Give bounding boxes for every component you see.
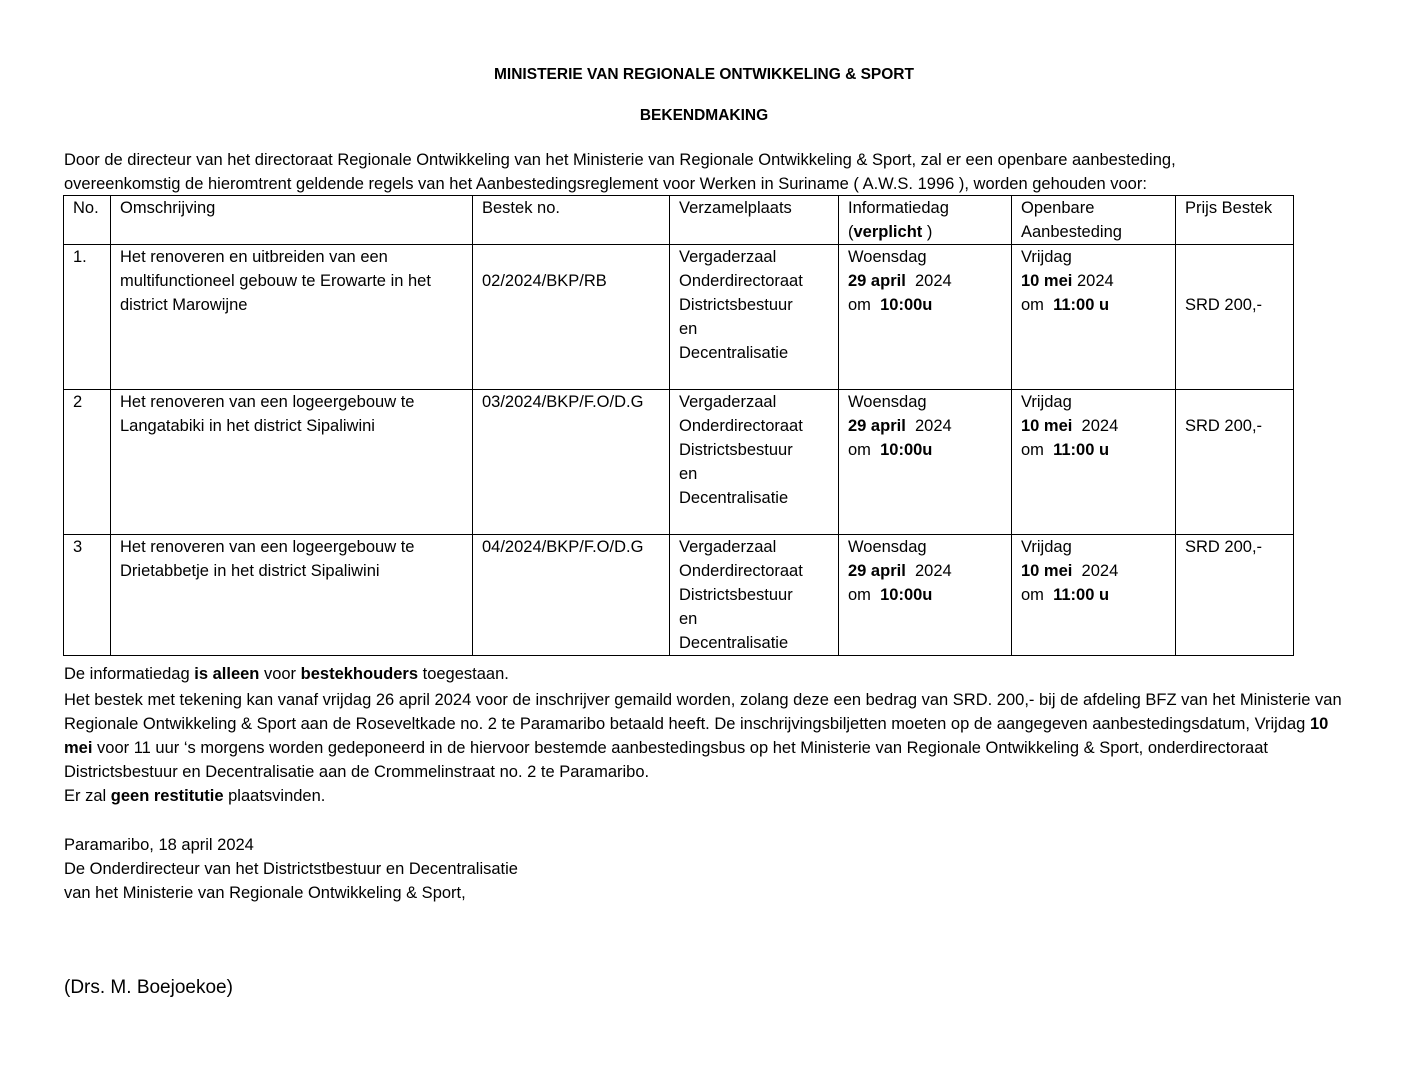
info-om: om <box>848 296 871 314</box>
info-year: 2024 <box>914 417 952 435</box>
aanb-date: 10 mei <box>1021 272 1073 290</box>
closing-place-date: Paramaribo, 18 april 2024 <box>64 836 254 854</box>
info-weekday: Woensdag <box>848 393 927 411</box>
place-line: Vergaderzaal <box>679 538 777 556</box>
info-weekday: Woensdag <box>848 248 927 266</box>
info-om: om <box>848 441 871 459</box>
info-header-paren-close: ) <box>922 223 933 241</box>
info-header-paren-open: ( <box>848 223 854 241</box>
intro-line-2: overeenkomstig de hieromtrent geldende regels van het Aanbestedingsreglement voor Werken in Suriname ( A.W.S. 1996 ), worden gehouden voor: <box>64 175 1147 193</box>
notice-text: plaatsvinden. <box>223 787 326 805</box>
notice-emphasis: is alleen <box>194 665 260 683</box>
info-time: 10:00u <box>880 586 933 604</box>
price-value: SRD 200,- <box>1185 296 1263 314</box>
col-header-omschrijving: Omschrijving <box>111 196 473 245</box>
intro-line-1: Door de directeur van het directoraat Regionale Ontwikkeling van het Ministerie van Regionale Ontwikkeling & Sport, zal er een openbare aanbesteding, <box>64 151 1176 169</box>
place-line: en <box>679 610 698 628</box>
cell-no: 1. <box>64 245 111 390</box>
cell-info-day <box>839 245 1012 390</box>
price-value: SRD 200,- <box>1185 538 1263 556</box>
aanb-weekday: Vrijdag <box>1021 538 1072 556</box>
cell-price <box>1176 245 1294 390</box>
notice-info-day <box>64 662 1354 686</box>
col-header-informatiedag <box>839 196 1012 245</box>
aanb-header-line2: Aanbesteding <box>1021 223 1122 241</box>
cell-info-day <box>839 390 1012 535</box>
place-line: en <box>679 465 698 483</box>
aanb-om: om <box>1021 441 1044 459</box>
cell-no: 3 <box>64 535 111 656</box>
place-line: Vergaderzaal <box>679 393 777 411</box>
notice-text: Er zal <box>64 787 111 805</box>
cell-description: Het renoveren van een logeergebouw te Drietabbetje in het district Sipaliwini <box>111 535 473 656</box>
place-line: Onderdirectoraat <box>679 562 803 580</box>
cell-info-day <box>839 535 1012 656</box>
tender-table <box>63 195 1294 656</box>
document-title: BEKENDMAKING <box>639 107 769 124</box>
notice-emphasis: bestekhouders <box>300 665 419 683</box>
aanb-header-line1: Openbare <box>1021 199 1095 217</box>
place-line: Onderdirectoraat <box>679 417 803 435</box>
notice-text: voor 11 uur ‘s morgens worden gedeponeerd in de hiervoor bestemde aanbestedingsbus op het Ministerie van Regionale Ontwikkeling & Sport, onderdirectoraat Districtsbestuur en Decentralisatie aan de Crommelinstraat no. 2 te Paramaribo. <box>64 739 1268 781</box>
notice-text: toegestaan. <box>418 665 509 683</box>
info-date: 29 april <box>848 562 906 580</box>
cell-place <box>670 535 839 656</box>
info-year: 2024 <box>914 272 952 290</box>
closing-block <box>64 833 1354 905</box>
aanb-om: om <box>1021 586 1044 604</box>
col-header-aanbesteding <box>1012 196 1176 245</box>
cell-aanbesteding <box>1012 245 1176 390</box>
notice-restitution <box>64 784 1354 808</box>
bestek-number: 04/2024/BKP/F.O/D.G <box>482 538 644 556</box>
aanb-om: om <box>1021 296 1044 314</box>
aanb-time: 11:00 u <box>1053 441 1110 459</box>
info-year: 2024 <box>914 562 952 580</box>
info-header-verplicht: verplicht <box>853 223 923 241</box>
info-time: 10:00u <box>880 296 933 314</box>
notice-procedure <box>64 688 1354 784</box>
aanb-date: 10 mei <box>1021 417 1073 435</box>
place-line: Decentralisatie <box>679 634 789 652</box>
table-row <box>64 245 1294 390</box>
aanb-year: 2024 <box>1076 272 1114 290</box>
aanb-weekday: Vrijdag <box>1021 248 1072 266</box>
cell-bestek <box>473 245 670 390</box>
cell-no: 2 <box>64 390 111 535</box>
bestek-number: 02/2024/BKP/RB <box>482 272 607 290</box>
col-header-verzamelplaats: Verzamelplaats <box>670 196 839 245</box>
signatory-name: (Drs. M. Boejoekoe) <box>64 977 233 998</box>
aanb-year: 2024 <box>1081 417 1119 435</box>
col-header-prijs: Prijs Bestek <box>1176 196 1294 245</box>
info-date: 29 april <box>848 272 906 290</box>
notice-text: De informatiedag <box>64 665 195 683</box>
place-line: Districtsbestuur <box>679 441 793 459</box>
col-header-bestek: Bestek no. <box>473 196 670 245</box>
ministry-heading: MINISTERIE VAN REGIONALE ONTWIKKELING & SPORT <box>494 66 914 83</box>
table-row <box>64 390 1294 535</box>
info-header-label: Informatiedag <box>848 199 949 217</box>
place-line: Decentralisatie <box>679 489 789 507</box>
place-line: Vergaderzaal <box>679 248 777 266</box>
table-row <box>64 535 1294 656</box>
intro-paragraph <box>64 148 1334 196</box>
closing-ministry-line: van het Ministerie van Regionale Ontwikkeling & Sport, <box>64 884 466 902</box>
closing-role-line: De Onderdirecteur van het Districtstbestuur en Decentralisatie <box>64 860 518 878</box>
cell-place <box>670 245 839 390</box>
cell-description: Het renoveren en uitbreiden van een multifunctioneel gebouw te Erowarte in het district Marowijne <box>111 245 473 390</box>
cell-bestek <box>473 535 670 656</box>
place-line: Decentralisatie <box>679 344 789 362</box>
aanb-weekday: Vrijdag <box>1021 393 1072 411</box>
aanb-date: 10 mei <box>1021 562 1073 580</box>
notice-text: Het bestek met tekening kan vanaf vrijdag 26 april 2024 voor de inschrijver gemaild worden, zolang deze een bedrag van SRD. 200,- bij de afdeling BFZ van het Ministerie van Regionale Ontwikkeling & Sport aan de Roseveltkade no. 2 te Paramaribo betaald heeft. De inschrijvingsbiljetten moeten op de aangegeven aanbestedingsdatum, Vrijdag <box>64 691 1342 733</box>
notice-block <box>64 662 1354 808</box>
place-line: Districtsbestuur <box>679 586 793 604</box>
cell-price <box>1176 390 1294 535</box>
info-date: 29 april <box>848 417 906 435</box>
price-value: SRD 200,- <box>1185 417 1263 435</box>
info-weekday: Woensdag <box>848 538 927 556</box>
notice-emphasis: 10 mei <box>64 715 1329 757</box>
notice-text: voor <box>259 665 301 683</box>
place-line: Districtsbestuur <box>679 296 793 314</box>
cell-aanbesteding <box>1012 390 1176 535</box>
table-header-row <box>64 196 1294 245</box>
cell-description: Het renoveren van een logeergebouw te Langatabiki in het district Sipaliwini <box>111 390 473 535</box>
cell-bestek <box>473 390 670 535</box>
info-time: 10:00u <box>880 441 933 459</box>
col-header-no: No. <box>64 196 111 245</box>
bestek-number: 03/2024/BKP/F.O/D.G <box>482 393 644 411</box>
place-line: Onderdirectoraat <box>679 272 803 290</box>
aanb-time: 11:00 u <box>1053 296 1110 314</box>
aanb-year: 2024 <box>1081 562 1119 580</box>
notice-emphasis: geen restitutie <box>110 787 224 805</box>
aanb-time: 11:00 u <box>1053 586 1110 604</box>
cell-place <box>670 390 839 535</box>
cell-price <box>1176 535 1294 656</box>
cell-aanbesteding <box>1012 535 1176 656</box>
place-line: en <box>679 320 698 338</box>
info-om: om <box>848 586 871 604</box>
